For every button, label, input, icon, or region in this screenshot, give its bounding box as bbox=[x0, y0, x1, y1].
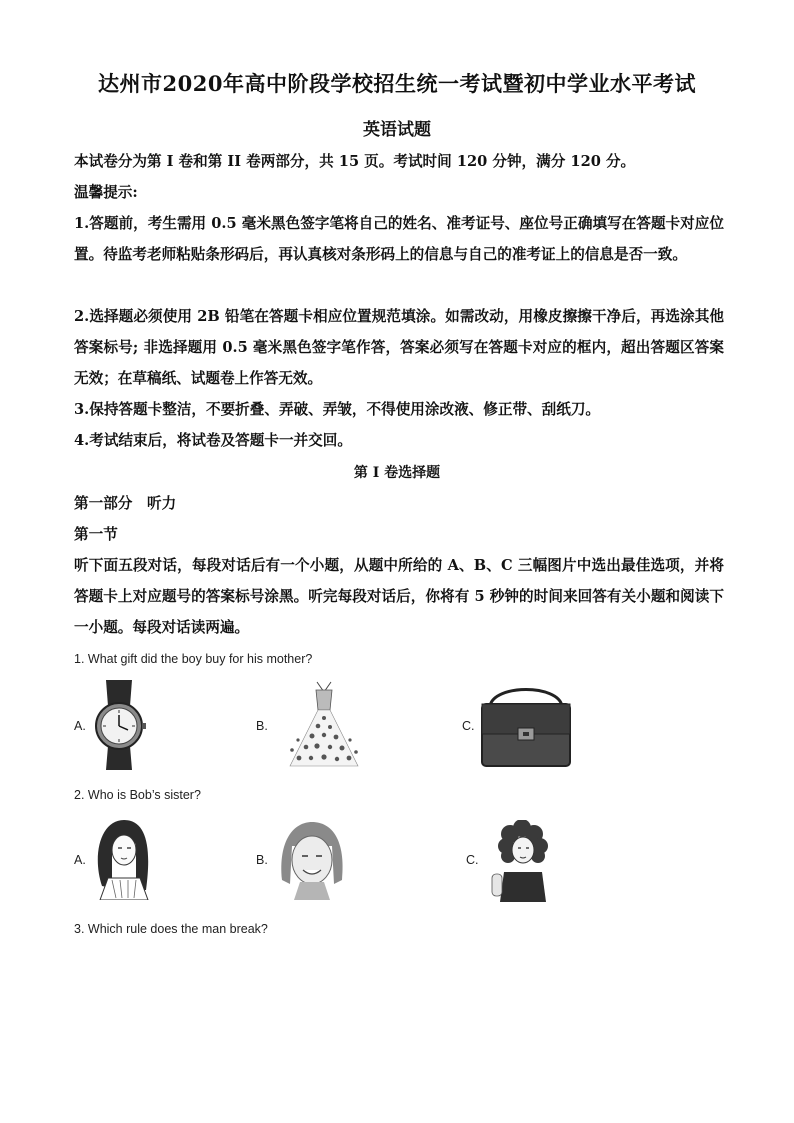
listening-instructions: 听下面五段对话，每段对话后有一个小题，从题中所给的 A、B、C 三幅图片中选出最佳选项，并将答题卡上对应题号的答案标号涂黑。听完每段对话后，你将有 5 秒钟的时间来回答有关小题和阅读下一小题。每段对话读两遍。 bbox=[74, 557, 724, 636]
q2-option-b-label: B. bbox=[256, 853, 268, 867]
floral-dress-icon bbox=[284, 680, 364, 770]
exam-subtitle: 英语试题 bbox=[363, 120, 431, 140]
exam-title: 达州市2020年高中阶段学校招生统一考试暨初中学业水平考试 bbox=[98, 71, 696, 96]
question-2-text: 2. Who is Bob’s sister? bbox=[74, 788, 201, 802]
section-title: 第一节 bbox=[74, 526, 118, 543]
tip-item-1: 1.答题前，考生需用 0.5 毫米黑色签字笔将自己的姓名、准考证号、座位号正确填写在答题卡对应位置。待监考老师粘贴条形码后，再认真核对条形码上的信息与自己的准考证上的信息是否一致。 bbox=[74, 215, 724, 263]
handbag-icon bbox=[478, 682, 574, 768]
tip-item-3: 3.保持答题卡整洁，不要折叠、弄破、弄皱，不得使用涂改液、修正带、刮纸刀。 bbox=[74, 401, 601, 418]
tips-heading: 温馨提示: bbox=[74, 184, 138, 201]
short-hair-woman-icon bbox=[274, 820, 350, 900]
intro-text: 本试卷分为第 I 卷和第 II 卷两部分，共 15 页。考试时间 120 分钟，满分 120 分。 bbox=[74, 153, 636, 170]
q2-option-c-label: C. bbox=[466, 853, 479, 867]
q1-option-a-label: A. bbox=[74, 719, 86, 733]
tip-item-2: 2.选择题必须使用 2B 铅笔在答题卡相应位置规范填涂。如需改动，用橡皮擦擦干净后，再选涂其他答案标号; 非选择题用 0.5 毫米黑色签字笔作答，答案必须写在答题卡对应的框内，超出答题区答案无效；在草稿纸、试题卷上作答无效。 bbox=[74, 308, 724, 387]
volume-title: 第 I 卷选择题 bbox=[353, 465, 441, 481]
question-1-text: 1. What gift did the boy buy for his mother? bbox=[74, 652, 313, 666]
q1-option-b-label: B. bbox=[256, 719, 268, 733]
tip-item-4: 4.考试结束后，将试卷及答题卡一并交回。 bbox=[74, 432, 352, 449]
part-title: 第一部分 听力 bbox=[74, 495, 177, 512]
q1-option-c-label: C. bbox=[462, 719, 475, 733]
long-hair-girl-icon bbox=[86, 816, 158, 900]
wristwatch-icon bbox=[88, 680, 150, 770]
q2-option-a-label: A. bbox=[74, 853, 86, 867]
question-3-text: 3. Which rule does the man break? bbox=[74, 922, 268, 936]
curly-hair-girl-icon bbox=[486, 820, 560, 902]
